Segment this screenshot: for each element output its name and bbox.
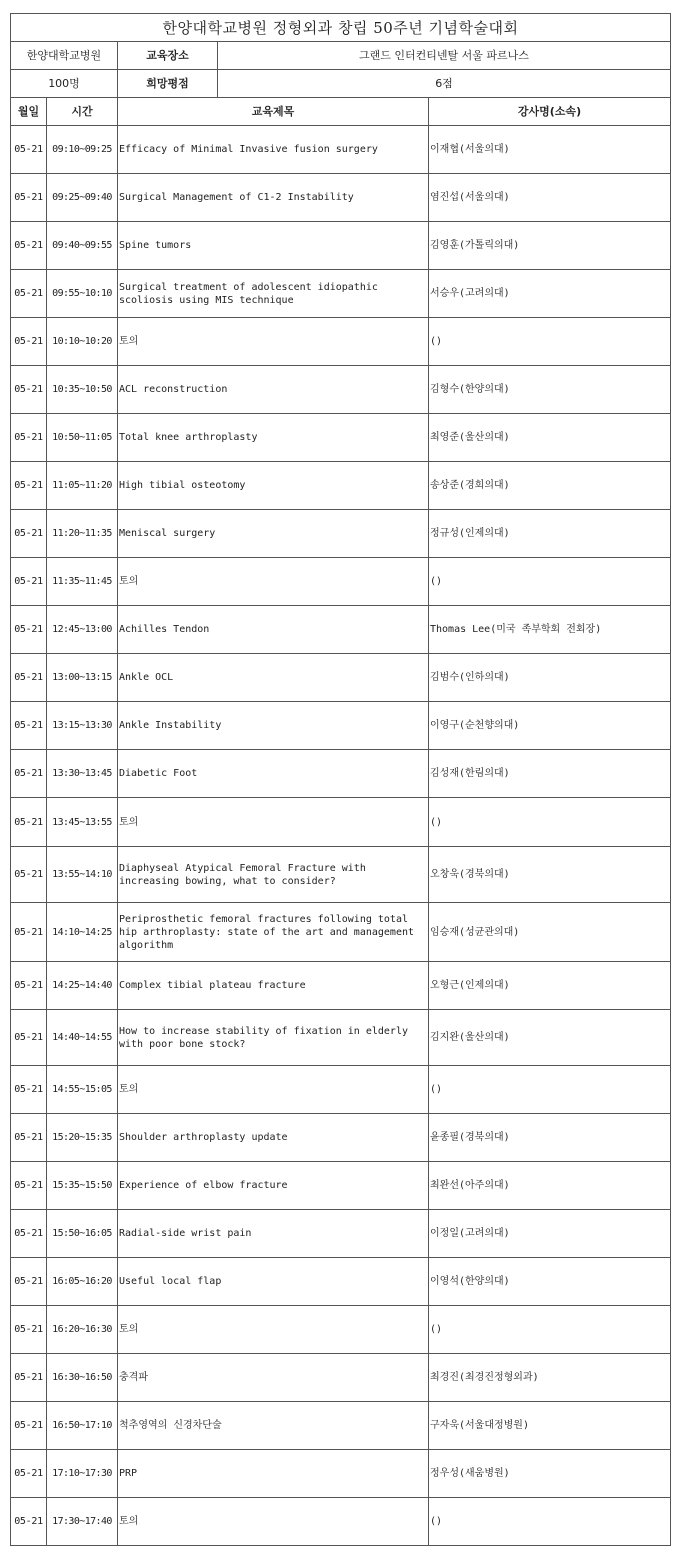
session-speaker: 김성재(한림의대)	[429, 750, 671, 798]
session-title: Experience of elbow fracture	[118, 1162, 429, 1210]
session-date: 05-21	[11, 702, 47, 750]
session-speaker: ()	[429, 318, 671, 366]
column-header-speaker: 강사명(소속)	[429, 98, 671, 126]
session-time: 10:35~10:50	[47, 366, 118, 414]
session-time: 14:25~14:40	[47, 962, 118, 1010]
session-title: 토의	[118, 1306, 429, 1354]
session-date: 05-21	[11, 462, 47, 510]
session-date: 05-21	[11, 903, 47, 962]
session-title: Surgical Management of C1-2 Instability	[118, 174, 429, 222]
session-speaker: 서승우(고려의대)	[429, 270, 671, 318]
session-speaker: 이영석(한양의대)	[429, 1258, 671, 1306]
session-title: Diabetic Foot	[118, 750, 429, 798]
session-speaker: ()	[429, 558, 671, 606]
session-time: 17:10~17:30	[47, 1450, 118, 1498]
session-date: 05-21	[11, 1450, 47, 1498]
session-date: 05-21	[11, 847, 47, 903]
session-date: 05-21	[11, 1402, 47, 1450]
session-row	[11, 654, 671, 702]
session-date: 05-21	[11, 1306, 47, 1354]
session-speaker: 송상준(경희의대)	[429, 462, 671, 510]
session-row	[11, 1162, 671, 1210]
session-time: 09:40~09:55	[47, 222, 118, 270]
session-time: 15:50~16:05	[47, 1210, 118, 1258]
session-speaker: 최완선(아주의대)	[429, 1162, 671, 1210]
session-time: 16:30~16:50	[47, 1354, 118, 1402]
session-title: Total knee arthroplasty	[118, 414, 429, 462]
column-header-title: 교육제목	[118, 98, 429, 126]
session-time: 13:45~13:55	[47, 798, 118, 847]
session-title: 토의	[118, 1498, 429, 1546]
session-time: 10:50~11:05	[47, 414, 118, 462]
session-speaker: 최영준(울산의대)	[429, 414, 671, 462]
venue-value: 그랜드 인터컨티넨탈 서울 파르나스	[218, 42, 671, 70]
session-speaker: 정우성(새움병원)	[429, 1450, 671, 1498]
session-row	[11, 1402, 671, 1450]
session-speaker: 구자욱(서울대정병원)	[429, 1402, 671, 1450]
session-title: ACL reconstruction	[118, 366, 429, 414]
session-row	[11, 1450, 671, 1498]
session-date: 05-21	[11, 270, 47, 318]
column-header-date: 월일	[11, 98, 47, 126]
session-title: 토의	[118, 798, 429, 847]
session-time: 17:30~17:40	[47, 1498, 118, 1546]
session-speaker: 이정일(고려의대)	[429, 1210, 671, 1258]
session-time: 09:10~09:25	[47, 126, 118, 174]
session-time: 16:20~16:30	[47, 1306, 118, 1354]
session-time: 14:55~15:05	[47, 1066, 118, 1114]
host-name: 한양대학교병원	[11, 42, 118, 70]
session-row	[11, 126, 671, 174]
session-row	[11, 798, 671, 847]
session-speaker: 김지완(울산의대)	[429, 1010, 671, 1066]
session-speaker: ()	[429, 798, 671, 847]
session-row	[11, 558, 671, 606]
session-row	[11, 510, 671, 558]
session-time: 16:50~17:10	[47, 1402, 118, 1450]
session-row	[11, 462, 671, 510]
session-date: 05-21	[11, 1114, 47, 1162]
session-title: Efficacy of Minimal Invasive fusion surgery	[118, 126, 429, 174]
session-row	[11, 318, 671, 366]
session-speaker: 염진섭(서울의대)	[429, 174, 671, 222]
session-date: 05-21	[11, 318, 47, 366]
session-date: 05-21	[11, 654, 47, 702]
session-title: 토의	[118, 558, 429, 606]
session-row	[11, 1354, 671, 1402]
session-speaker: 이재협(서울의대)	[429, 126, 671, 174]
session-speaker: 오창욱(경북의대)	[429, 847, 671, 903]
session-row	[11, 702, 671, 750]
session-date: 05-21	[11, 558, 47, 606]
session-date: 05-21	[11, 1210, 47, 1258]
session-title: Spine tumors	[118, 222, 429, 270]
session-row	[11, 1114, 671, 1162]
session-date: 05-21	[11, 1258, 47, 1306]
session-row	[11, 366, 671, 414]
session-title: Meniscal surgery	[118, 510, 429, 558]
session-speaker: ()	[429, 1306, 671, 1354]
session-title: Complex tibial plateau fracture	[118, 962, 429, 1010]
session-time: 09:25~09:40	[47, 174, 118, 222]
session-time: 15:20~15:35	[47, 1114, 118, 1162]
session-time: 14:40~14:55	[47, 1010, 118, 1066]
session-row	[11, 1306, 671, 1354]
schedule-table	[10, 13, 671, 1546]
session-title: High tibial osteotomy	[118, 462, 429, 510]
session-title: Useful local flap	[118, 1258, 429, 1306]
session-row	[11, 903, 671, 962]
session-row	[11, 174, 671, 222]
session-time: 13:55~14:10	[47, 847, 118, 903]
session-speaker: 김영훈(가톨릭의대)	[429, 222, 671, 270]
session-row	[11, 750, 671, 798]
session-time: 15:35~15:50	[47, 1162, 118, 1210]
session-title: Ankle Instability	[118, 702, 429, 750]
session-time: 12:45~13:00	[47, 606, 118, 654]
session-time: 14:10~14:25	[47, 903, 118, 962]
session-date: 05-21	[11, 366, 47, 414]
session-speaker: ()	[429, 1066, 671, 1114]
session-row	[11, 1210, 671, 1258]
schedule-sheet	[10, 13, 670, 1546]
session-date: 05-21	[11, 1066, 47, 1114]
session-date: 05-21	[11, 174, 47, 222]
session-speaker: 김형수(한양의대)	[429, 366, 671, 414]
venue-label: 교육장소	[118, 42, 218, 70]
session-date: 05-21	[11, 750, 47, 798]
session-date: 05-21	[11, 222, 47, 270]
session-time: 11:35~11:45	[47, 558, 118, 606]
session-row	[11, 1258, 671, 1306]
session-date: 05-21	[11, 962, 47, 1010]
session-speaker: 오형근(인제의대)	[429, 962, 671, 1010]
session-date: 05-21	[11, 1498, 47, 1546]
session-title: How to increase stability of fixation in elderly with poor bone stock?	[118, 1010, 429, 1066]
session-speaker: 최경진(최경진정형외과)	[429, 1354, 671, 1402]
session-title: PRP	[118, 1450, 429, 1498]
session-time: 13:30~13:45	[47, 750, 118, 798]
session-title: 토의	[118, 318, 429, 366]
session-title: 토의	[118, 1066, 429, 1114]
session-date: 05-21	[11, 126, 47, 174]
session-speaker: 이영구(순천향의대)	[429, 702, 671, 750]
session-time: 13:15~13:30	[47, 702, 118, 750]
session-row	[11, 414, 671, 462]
session-time: 09:55~10:10	[47, 270, 118, 318]
session-row	[11, 606, 671, 654]
credit-label: 희망평점	[118, 70, 218, 98]
session-time: 10:10~10:20	[47, 318, 118, 366]
session-date: 05-21	[11, 510, 47, 558]
session-title: 척추영역의 신경차단술	[118, 1402, 429, 1450]
session-title: Achilles Tendon	[118, 606, 429, 654]
session-date: 05-21	[11, 1010, 47, 1066]
session-date: 05-21	[11, 1354, 47, 1402]
session-date: 05-21	[11, 414, 47, 462]
session-row	[11, 1066, 671, 1114]
event-title: 한양대학교병원 정형외과 창립 50주년 기념학술대회	[11, 14, 671, 42]
session-speaker: ()	[429, 1498, 671, 1546]
session-title: Surgical treatment of adolescent idiopathic scoliosis using MIS technique	[118, 270, 429, 318]
session-time: 11:20~11:35	[47, 510, 118, 558]
session-row	[11, 270, 671, 318]
session-speaker: 정규성(인제의대)	[429, 510, 671, 558]
session-title: Radial-side wrist pain	[118, 1210, 429, 1258]
session-time: 16:05~16:20	[47, 1258, 118, 1306]
session-time: 13:00~13:15	[47, 654, 118, 702]
session-row	[11, 962, 671, 1010]
session-date: 05-21	[11, 798, 47, 847]
session-row	[11, 222, 671, 270]
capacity-value: 100명	[11, 70, 118, 98]
session-speaker: 임승재(성균관의대)	[429, 903, 671, 962]
session-date: 05-21	[11, 606, 47, 654]
session-title: Shoulder arthroplasty update	[118, 1114, 429, 1162]
session-title: Diaphyseal Atypical Femoral Fracture with increasing bowing, what to consider?	[118, 847, 429, 903]
session-row	[11, 1010, 671, 1066]
column-header-time: 시간	[47, 98, 118, 126]
session-row	[11, 847, 671, 903]
session-speaker: Thomas Lee(미국 족부학회 전회장)	[429, 606, 671, 654]
credit-value: 6점	[218, 70, 671, 98]
session-speaker: 윤종필(경북의대)	[429, 1114, 671, 1162]
session-title: Ankle OCL	[118, 654, 429, 702]
session-title: Periprosthetic femoral fractures following total hip arthroplasty: state of the art and management algorithm	[118, 903, 429, 962]
session-time: 11:05~11:20	[47, 462, 118, 510]
session-date: 05-21	[11, 1162, 47, 1210]
session-speaker: 김범수(인하의대)	[429, 654, 671, 702]
session-row	[11, 1498, 671, 1546]
session-title: 충격파	[118, 1354, 429, 1402]
